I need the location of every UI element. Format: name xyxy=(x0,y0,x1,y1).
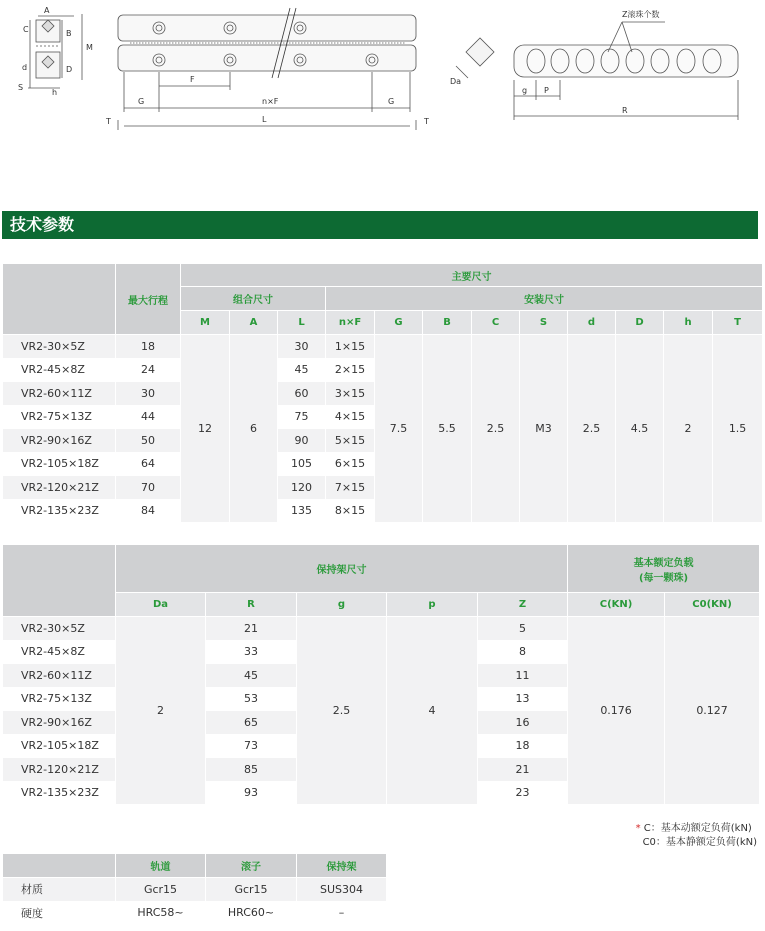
z-cell: 13 xyxy=(478,687,568,711)
col-header-r: R xyxy=(206,593,297,617)
table-row xyxy=(3,335,763,359)
legend-c-text: C：基本动额定负荷(kN) xyxy=(643,823,752,834)
h-value: 2 xyxy=(664,335,713,523)
col-header-nxf: n×F xyxy=(326,311,375,335)
model-cell: VR2-135×23Z xyxy=(3,499,116,523)
s-value: M3 xyxy=(520,335,568,523)
dim-label-da: Da xyxy=(450,77,462,86)
dim-label-h: h xyxy=(52,88,58,97)
dim-label-nxf: n×F xyxy=(262,97,279,106)
l-cell: 135 xyxy=(278,499,326,523)
dim-label-c: C xyxy=(23,25,29,34)
l-cell: 105 xyxy=(278,452,326,476)
b-value: 5.5 xyxy=(423,335,472,523)
col-header-b: B xyxy=(423,311,472,335)
model-cell: VR2-120×21Z xyxy=(3,758,116,782)
max-stroke-header: 最大行程 xyxy=(116,264,181,335)
dim-label-l: L xyxy=(262,115,267,124)
cage-dimensions-header: 保持架尺寸 xyxy=(116,545,568,593)
col-header-c: C xyxy=(472,311,520,335)
col-header-l: L xyxy=(278,311,326,335)
rated-load-title: 基本额定负载 xyxy=(633,557,694,569)
load-legend xyxy=(636,822,757,850)
col-header-da: Da xyxy=(116,593,206,617)
t-value: 1.5 xyxy=(713,335,763,523)
dim-label-t-left: T xyxy=(106,117,111,126)
l-cell: 75 xyxy=(278,405,326,429)
rail-material: Gcr15 xyxy=(116,878,206,902)
hardness-label: 硬度 xyxy=(3,901,116,925)
z-balls-label: Z滚珠个数 xyxy=(622,10,660,19)
nxf-cell: 2×15 xyxy=(326,358,375,382)
c-kn-value: 0.176 xyxy=(568,617,665,805)
rail-side-view xyxy=(118,8,416,130)
col-header-a: A xyxy=(230,311,278,335)
stroke-cell: 50 xyxy=(116,429,181,453)
p-value: 4 xyxy=(387,617,478,805)
z-cell: 5 xyxy=(478,617,568,641)
r-cell: 21 xyxy=(206,617,297,641)
l-cell: 120 xyxy=(278,476,326,500)
stroke-cell: 44 xyxy=(116,405,181,429)
model-cell: VR2-30×5Z xyxy=(3,335,116,359)
col-header-s: S xyxy=(520,311,568,335)
r-cell: 33 xyxy=(206,640,297,664)
m-value: 12 xyxy=(181,335,230,523)
stroke-cell: 64 xyxy=(116,452,181,476)
da-value: 2 xyxy=(116,617,206,805)
model-cell: VR2-90×16Z xyxy=(3,711,116,735)
model-cell: VR2-105×18Z xyxy=(3,452,116,476)
table3-corner xyxy=(3,854,116,878)
legend-line-c0: C0：基本静额定负荷(kN) xyxy=(642,837,757,848)
material-label: 材质 xyxy=(3,878,116,902)
stroke-cell: 18 xyxy=(116,335,181,359)
rated-load-subtitle: (每一颗珠) xyxy=(638,572,689,584)
dim-label-p-cage: P xyxy=(544,86,549,95)
r-cell: 65 xyxy=(206,711,297,735)
dim-label-m: M xyxy=(86,43,93,52)
d-small-value: 2.5 xyxy=(568,335,616,523)
cage-dimensions-table xyxy=(2,544,760,805)
roller-hardness: HRC60~ xyxy=(206,901,297,925)
nxf-cell: 7×15 xyxy=(326,476,375,500)
section-title: 技术参数 xyxy=(2,211,758,239)
roller-detail xyxy=(456,38,494,78)
nxf-cell: 1×15 xyxy=(326,335,375,359)
cage-material: SUS304 xyxy=(297,878,387,902)
stroke-cell: 30 xyxy=(116,382,181,406)
stroke-cell: 70 xyxy=(116,476,181,500)
z-cell: 18 xyxy=(478,734,568,758)
dim-label-f: F xyxy=(190,75,195,84)
cage-hardness: – xyxy=(297,901,387,925)
legend-line-c xyxy=(636,822,757,836)
z-cell: 11 xyxy=(478,664,568,688)
model-cell: VR2-30×5Z xyxy=(3,617,116,641)
col-header-cage: 保持架 xyxy=(297,854,387,878)
model-cell: VR2-105×18Z xyxy=(3,734,116,758)
r-cell: 53 xyxy=(206,687,297,711)
table-row xyxy=(3,617,760,641)
col-header-rail: 轨道 xyxy=(116,854,206,878)
dim-label-g-right: G xyxy=(388,97,395,106)
nxf-cell: 3×15 xyxy=(326,382,375,406)
z-cell: 8 xyxy=(478,640,568,664)
install-dimensions-header: 安装尺寸 xyxy=(326,287,763,311)
model-cell: VR2-75×13Z xyxy=(3,687,116,711)
model-cell: VR2-60×11Z xyxy=(3,664,116,688)
col-header-g: G xyxy=(375,311,423,335)
col-header-z: Z xyxy=(478,593,568,617)
l-cell: 45 xyxy=(278,358,326,382)
dim-label-s: S xyxy=(18,83,24,92)
col-header-d-small: d xyxy=(568,311,616,335)
l-cell: 60 xyxy=(278,382,326,406)
col-header-c-kn: C(KN) xyxy=(568,593,665,617)
g-cage-value: 2.5 xyxy=(297,617,387,805)
model-cell: VR2-90×16Z xyxy=(3,429,116,453)
dim-label-g-left: G xyxy=(138,97,145,106)
g-value: 7.5 xyxy=(375,335,423,523)
d-large-value: 4.5 xyxy=(616,335,664,523)
material-table xyxy=(2,853,387,925)
nxf-cell: 8×15 xyxy=(326,499,375,523)
combo-dimensions-header: 组合尺寸 xyxy=(181,287,326,311)
dim-label-t-right: T xyxy=(424,117,429,126)
model-cell: VR2-60×11Z xyxy=(3,382,116,406)
table2-corner xyxy=(3,545,116,617)
z-cell: 23 xyxy=(478,781,568,805)
cross-section-view xyxy=(28,14,82,88)
nxf-cell: 6×15 xyxy=(326,452,375,476)
z-cell: 16 xyxy=(478,711,568,735)
table1-corner xyxy=(3,264,116,335)
c0-kn-value: 0.127 xyxy=(665,617,760,805)
dim-label-d-small: d xyxy=(22,63,28,72)
stroke-cell: 24 xyxy=(116,358,181,382)
col-header-m: M xyxy=(181,311,230,335)
roller-material: Gcr15 xyxy=(206,878,297,902)
rail-hardness: HRC58~ xyxy=(116,901,206,925)
model-cell: VR2-120×21Z xyxy=(3,476,116,500)
technical-drawings xyxy=(0,0,765,190)
nxf-cell: 4×15 xyxy=(326,405,375,429)
col-header-c0-kn: C0(KN) xyxy=(665,593,760,617)
r-cell: 45 xyxy=(206,664,297,688)
table-row xyxy=(3,878,387,902)
col-header-p: p xyxy=(387,593,478,617)
r-cell: 85 xyxy=(206,758,297,782)
l-cell: 90 xyxy=(278,429,326,453)
stroke-cell: 84 xyxy=(116,499,181,523)
z-cell: 21 xyxy=(478,758,568,782)
rated-load-header xyxy=(568,545,760,593)
dim-label-r-cage: R xyxy=(622,106,628,115)
dim-label-a: A xyxy=(44,6,50,15)
col-header-t: T xyxy=(713,311,763,335)
legend-star: * xyxy=(635,823,641,834)
col-header-h: h xyxy=(664,311,713,335)
r-cell: 93 xyxy=(206,781,297,805)
table-row xyxy=(3,901,387,925)
dim-label-d-large: D xyxy=(66,65,73,74)
r-cell: 73 xyxy=(206,734,297,758)
main-dimensions-table xyxy=(2,263,763,523)
main-dimensions-header: 主要尺寸 xyxy=(181,264,763,287)
model-cell: VR2-45×8Z xyxy=(3,640,116,664)
col-header-d-large: D xyxy=(616,311,664,335)
l-cell: 30 xyxy=(278,335,326,359)
c-value: 2.5 xyxy=(472,335,520,523)
nxf-cell: 5×15 xyxy=(326,429,375,453)
dim-label-g-cage: g xyxy=(522,86,528,95)
a-value: 6 xyxy=(230,335,278,523)
model-cell: VR2-45×8Z xyxy=(3,358,116,382)
col-header-roller: 滚子 xyxy=(206,854,297,878)
col-header-g-cage: g xyxy=(297,593,387,617)
model-cell: VR2-135×23Z xyxy=(3,781,116,805)
model-cell: VR2-75×13Z xyxy=(3,405,116,429)
dim-label-b: B xyxy=(66,29,72,38)
